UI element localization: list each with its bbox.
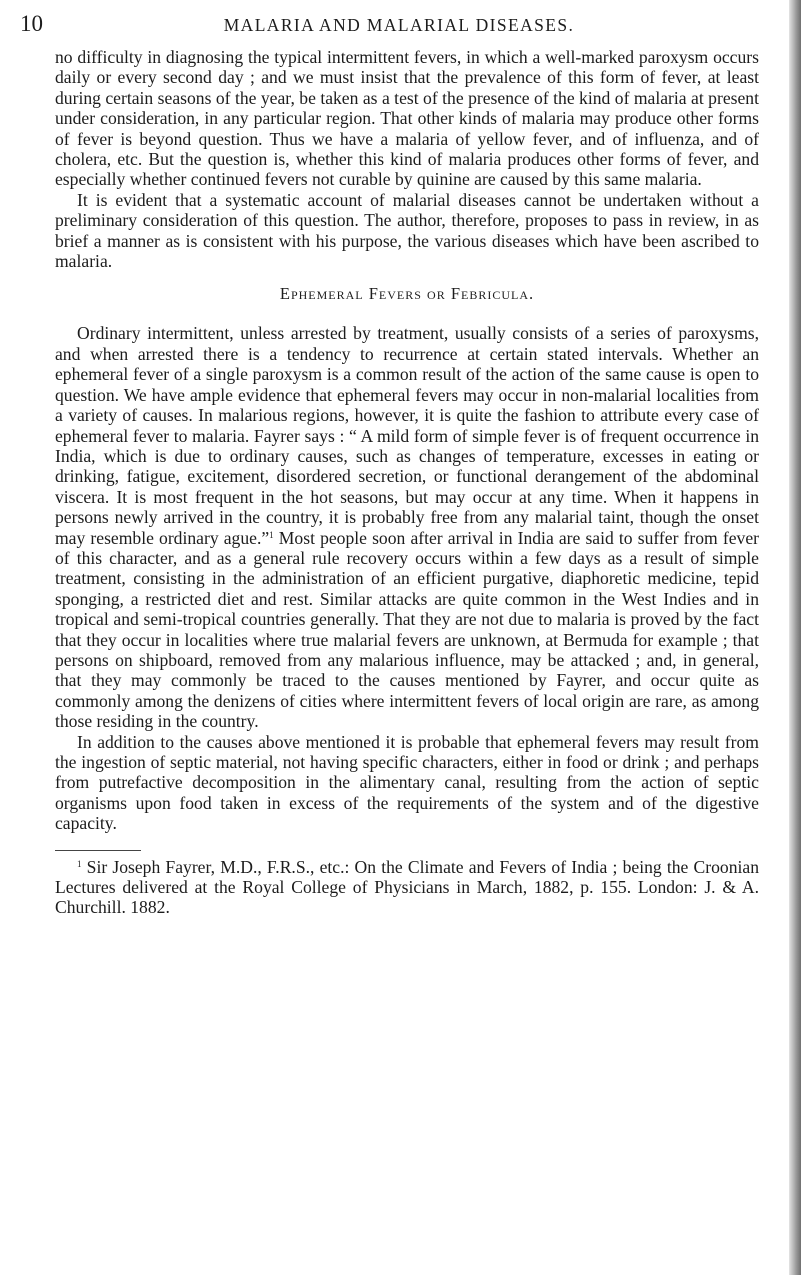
- paragraph-additional-causes: In addition to the causes above mentioned it is probable that ephemeral fevers may result from the ingestion of septic material, not having specific characters, either in food or drink ; and perhaps from putrefactive decomposition in the alimentary canal, resulting from the action of septic organisms upon food taken in excess of the requirements of the system and of the digestive capacity.: [55, 731, 759, 834]
- paragraph-text-end: Most people soon after arrival in India are said to suffer from fever of this character, and as a general rule recovery occurs within a few days as a result of simple treatment, consisting in the administration of an efficient purgative, diaphoretic medicine, tepid sponging, a restricted diet and rest. Similar attacks are quite common in the West Indies and in tropical and semi-tropical countries generally. That they are not due to malaria is proved by the fact that they occur in localities where true malarial fevers are unknown, at Bermuda for example ; that persons on shipboard, removed from any malarious influence, may be attacked ; and, in general, that they may commonly be traced to the causes mentioned by Fayrer, and occur quite as commonly among the denizens of cities where intermittent fevers of local origin are rare, as among those residing in the country.: [55, 527, 759, 732]
- paragraph-ordinary-intermittent: [55, 323, 759, 731]
- page-edge-shadow: [789, 0, 801, 1275]
- page-number: 10: [20, 11, 43, 36]
- footnote-rule: [55, 850, 141, 851]
- paragraph-continued: no difficulty in diagnosing the typical intermittent fevers, in which a well-marked paroxysm occurs daily or every second day ; and we must insist that the prevalence of this form of fever, at least during certain seasons of the year, be taken as a test of the presence of the kind of malaria at present under consideration, in any particular region. That other kinds of malaria may produce other forms of fever is beyond question. Thus we have a malaria of yellow fever, and of influenza, and of cholera, etc. But the question is, whether this kind of malaria produces other forms of fever, and especially whether continued fevers not curable by quinine are caused by this same malaria.: [55, 47, 759, 190]
- footnote: [55, 857, 759, 918]
- page-header: [20, 10, 778, 40]
- footnote-text: Sir Joseph Fayrer, M.D., F.R.S., etc.: On the Climate and Fevers of India ; being the Croonian Lectures delivered at the Royal College of Physicians in March, 1882, p. 155. London: J. & A. Churchill. 1882.: [55, 856, 759, 918]
- running-head: MALARIA AND MALARIAL DISEASES.: [223, 15, 575, 35]
- footnote-reference: 1: [269, 529, 274, 540]
- paragraph-text-start: Ordinary intermittent, unless arrested by treatment, usually consists of a series of paroxysms, and when arrested there is a tendency to recurrence at certain stated intervals. Whether an ephemeral fever of a single paroxysm is a common result of the action of the same cause is open to question. We have ample evidence that ephemeral fevers may occur in non-malarial localities from a variety of causes. In malarious regions, however, it is quite the fashion to attribute every case of ephemeral fever to malaria. Fayrer says : “ A mild form of simple fever is of frequent occurrence in India, which is due to ordinary causes, such as changes of temperature, excesses in eating or drinking, fatigue, excitement, disordered secretion, or functional derangement of the abdominal viscera. It is most frequent in the hot seasons, but may occur at any time. When it happens in persons newly arrived in the country, it is probably free from any malarial taint, though the onset may resemble ordinary ague.”: [55, 323, 759, 548]
- section-heading: Ephemeral Fevers or Febricula.: [279, 284, 535, 304]
- footnote-marker: 1: [77, 858, 82, 869]
- body-text: [55, 47, 759, 918]
- paragraph-systematic-account: It is evident that a systematic account of malarial diseases cannot be undertaken without a preliminary consideration of this question. The author, therefore, proposes to pass in review, in as brief a manner as is consistent with his purpose, the various diseases which have been ascribed to malaria.: [55, 189, 759, 272]
